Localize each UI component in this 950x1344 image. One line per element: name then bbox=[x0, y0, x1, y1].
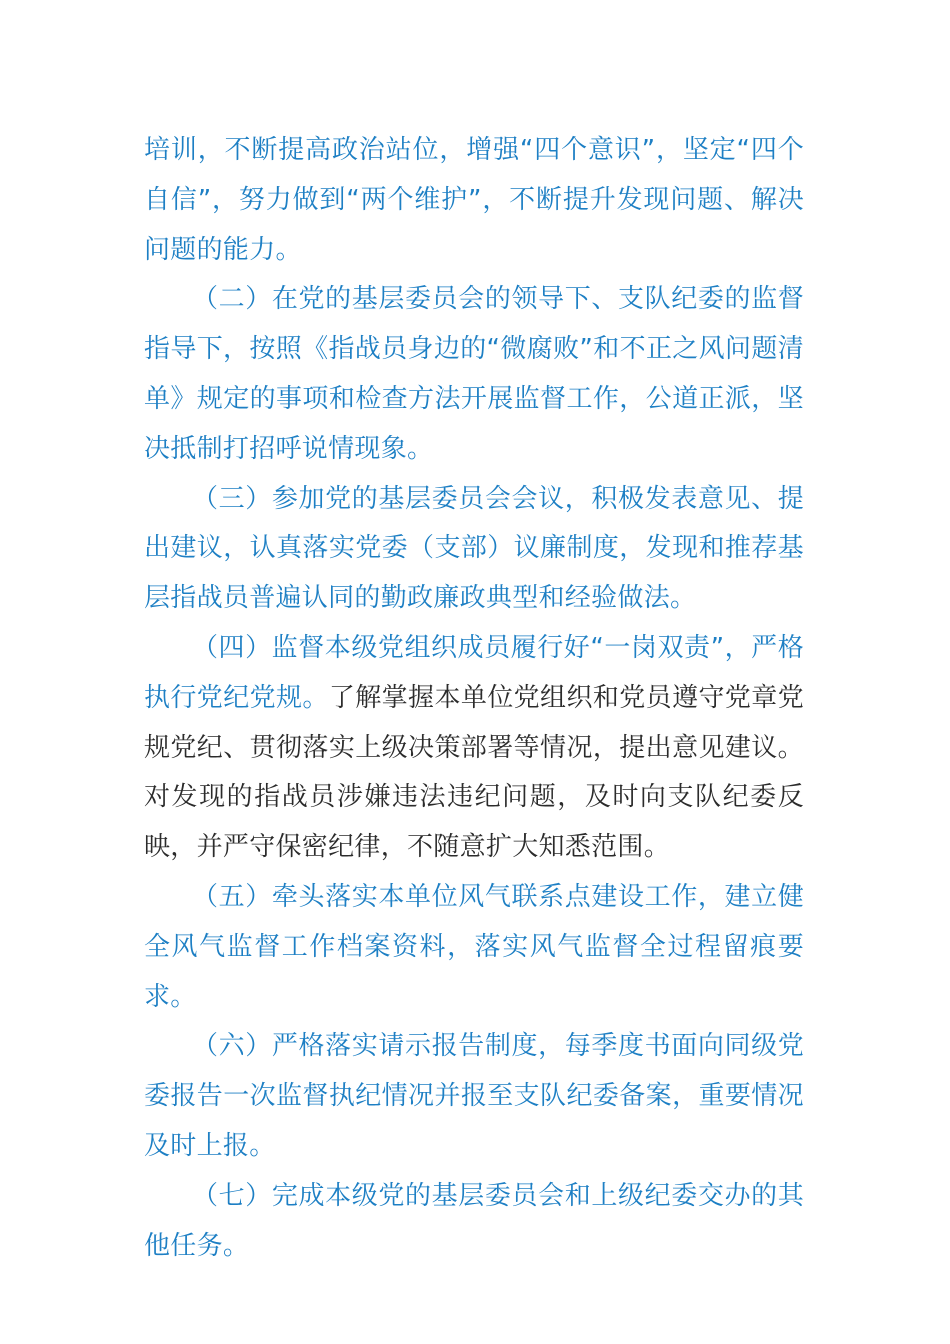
paragraph-text: （七）完成本级党的基层委员会和上级纪委交办的其他任务。 bbox=[144, 1180, 804, 1261]
paragraph-text: （三）参加党的基层委员会会议，积极发表意见、提出建议，认真落实党委（支部）议廉制度，发现和推荐基层指战员普遍认同的勤政廉政典型和经验做法。 bbox=[144, 483, 804, 614]
paragraph-item-5 bbox=[144, 873, 804, 1022]
paragraph-text-highlight: （四）监督本级党组织成员履行好“一岗双责”，严格执行党纪党规。 bbox=[144, 632, 804, 713]
paragraph-text-plain: 了解掌握本单位党组织和党员遵守党章党规党纪、贯彻落实上级决策部署等情况，提出意见建议。对发现的指战员涉嫌违法违纪问题，及时向支队纪委反映，并严守保密纪律，不随意扩大知悉范围。 bbox=[144, 682, 804, 863]
document-body bbox=[144, 126, 804, 1271]
paragraph-item-2 bbox=[144, 275, 804, 474]
paragraph-text: （六）严格落实请示报告制度，每季度书面向同级党委报告一次监督执纪情况并报至支队纪委备案，重要情况及时上报。 bbox=[144, 1031, 804, 1161]
paragraph-item-7 bbox=[144, 1172, 804, 1272]
paragraph-text: （五）牵头落实本单位风气联系点建设工作，建立健全风气监督工作档案资料，落实风气监督全过程留痕要求。 bbox=[144, 881, 804, 1012]
paragraph-continuation bbox=[144, 126, 804, 275]
paragraph-item-3 bbox=[144, 475, 804, 624]
paragraph-text: （二）在党的基层委员会的领导下、支队纪委的监督指导下，按照《指战员身边的“微腐败”和不正之风问题清单》规定的事项和检查方法开展监督工作，公道正派，坚决抵制打招呼说情现象。 bbox=[144, 284, 804, 464]
paragraph-item-6 bbox=[144, 1022, 804, 1171]
paragraph-text: 培训，不断提高政治站位，增强“四个意识”，坚定“四个自信”，努力做到“两个维护”，不断提升发现问题、解决问题的能力。 bbox=[144, 135, 804, 265]
paragraph-item-4 bbox=[144, 624, 804, 873]
